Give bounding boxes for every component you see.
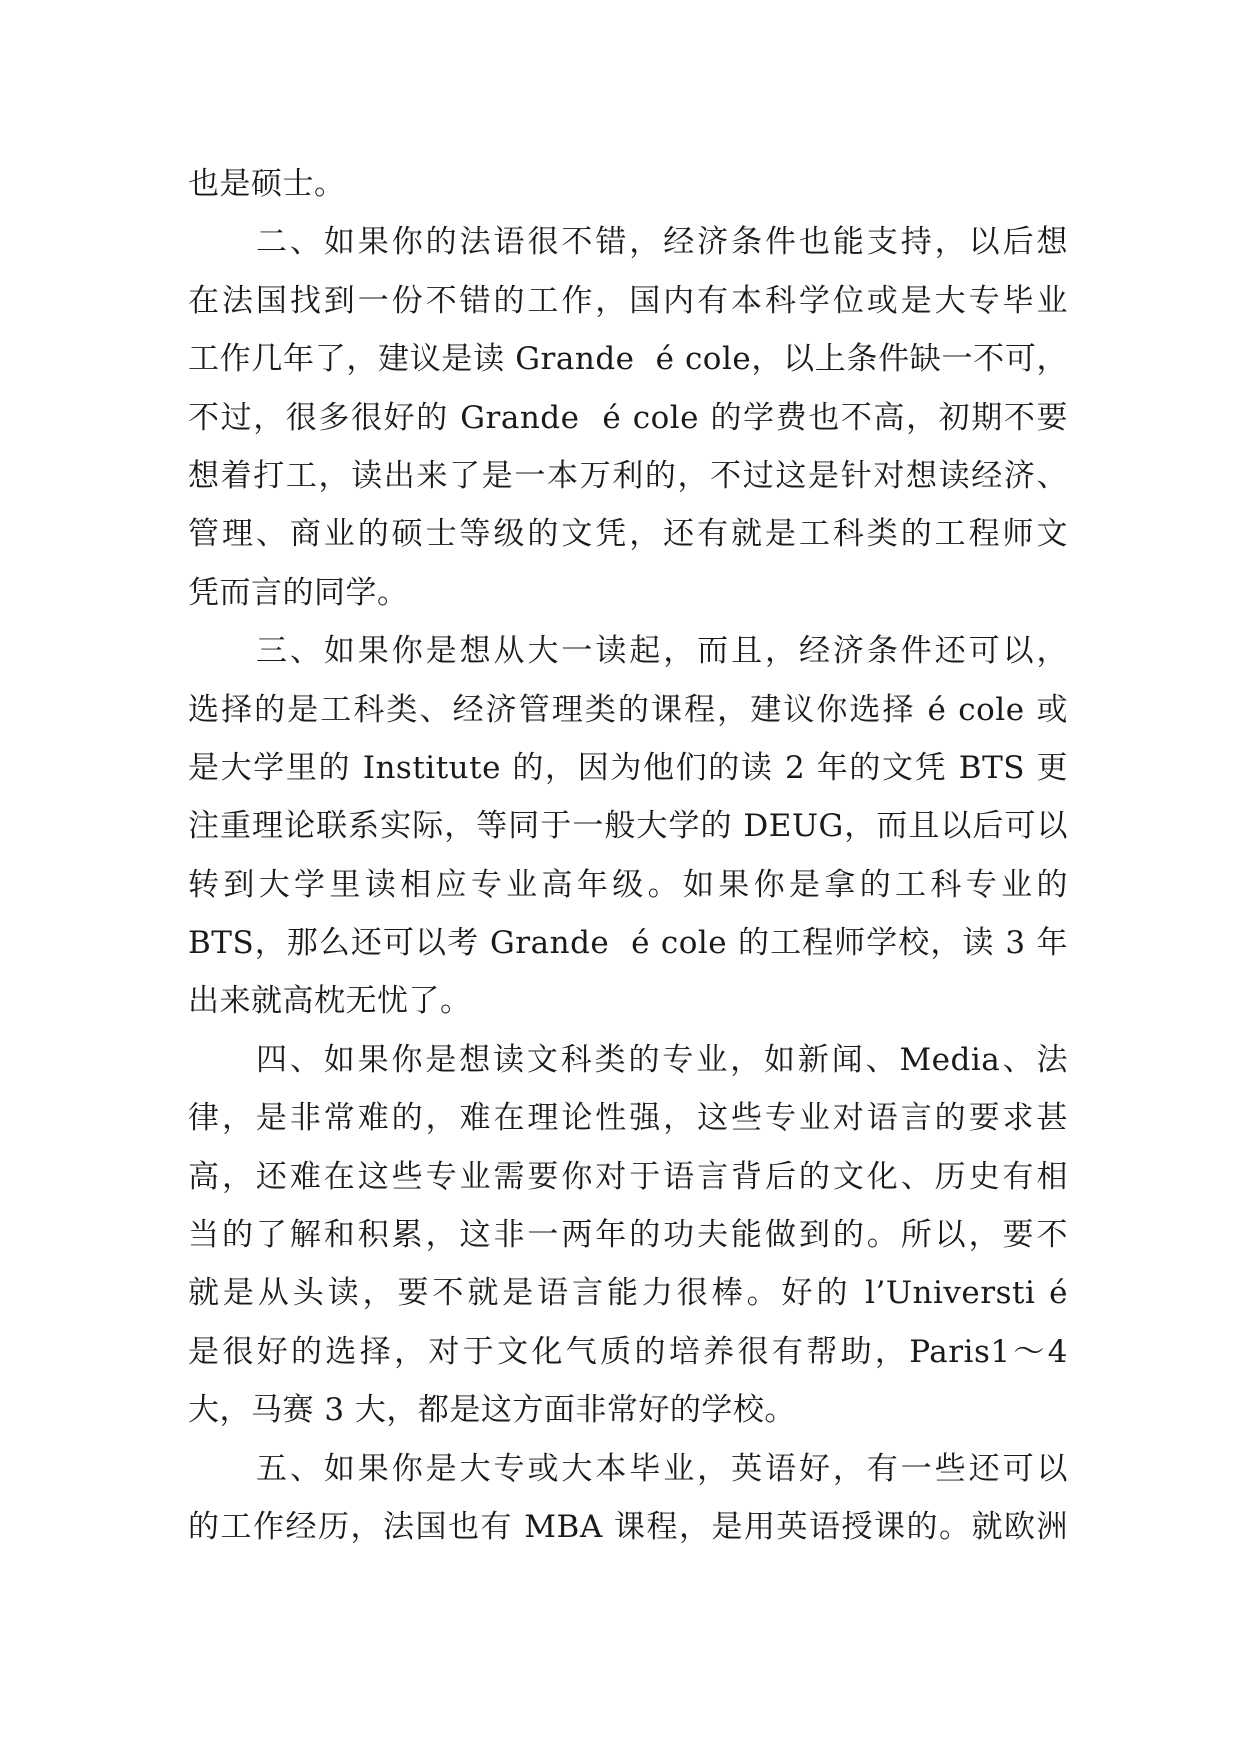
text-line: 四、如果你是想读文科类的专业，如新闻、Media、法	[256, 1041, 1068, 1078]
text-line: 不过，很多很好的 Grande é cole 的学费也不高，初期不要	[188, 399, 1068, 436]
text-line: 是很好的选择，对于文化气质的培养很有帮助，Paris1～4	[188, 1333, 1068, 1370]
text-line: 想着打工，读出来了是一本万利的，不过这是针对想读经济、	[188, 457, 1068, 494]
text-line: 当的了解和积累，这非一两年的功夫能做到的。所以，要不	[188, 1217, 1068, 1254]
text-line: 转到大学里读相应专业高年级。如果你是拿的工科专业的	[188, 866, 1068, 903]
text-line: 律，是非常难的，难在理论性强，这些专业对语言的要求甚	[188, 1100, 1068, 1137]
text-line: 二、如果你的法语很不错，经济条件也能支持，以后想	[256, 224, 1068, 261]
text-line: 五、如果你是大专或大本毕业，英语好，有一些还可以	[256, 1450, 1068, 1487]
text-line: BTS，那么还可以考 Grande é cole 的工程师学校，读 3 年	[188, 925, 1068, 962]
text-line: 也是硕士。	[188, 166, 346, 202]
document-body	[188, 155, 1068, 1556]
text-line: 高，还难在这些专业需要你对于语言背后的文化、历史有相	[188, 1158, 1068, 1195]
text-line: 凭而言的同学。	[188, 574, 409, 611]
text-line: 就是从头读，要不就是语言能力很棒。好的 l’Universti é	[188, 1275, 1068, 1312]
text-line: 在法国找到一份不错的工作，国内有本科学位或是大专毕业	[188, 282, 1068, 319]
text-line: 出来就高枕无忧了。	[188, 983, 472, 1020]
text-line: 是大学里的 Institute 的，因为他们的读 2 年的文凭 BTS 更	[188, 749, 1068, 786]
text-line: 的工作经历，法国也有 MBA 课程，是用英语授课的。就欧洲	[188, 1508, 1068, 1545]
text-line: 工作几年了，建议是读 Grande é cole，以上条件缺一不可，	[188, 341, 1068, 378]
text-line: 管理、商业的硕士等级的文凭，还有就是工科类的工程师文	[188, 516, 1068, 553]
text-line: 三、如果你是想从大一读起，而且，经济条件还可以，	[256, 633, 1068, 670]
text-line: 选择的是工科类、经济管理类的课程，建议你选择 é cole 或	[188, 691, 1068, 728]
text-line: 注重理论联系实际，等同于一般大学的 DEUG，而且以后可以	[188, 808, 1068, 845]
text-line: 大，马赛 3 大，都是这方面非常好的学校。	[188, 1392, 796, 1429]
